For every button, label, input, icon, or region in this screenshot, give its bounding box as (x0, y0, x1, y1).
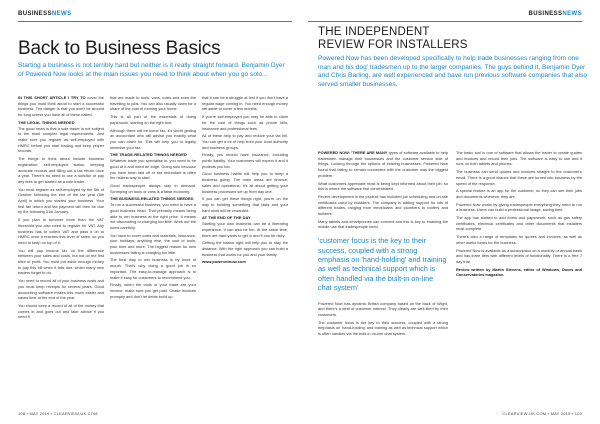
section-business: BUSINESS (18, 11, 52, 17)
column-3 (202, 95, 288, 395)
paragraph: Although there will be some tax, it's worth getting an accountant who will advise you exactly what you can claim for. This will help you to legally minimise your tax. (110, 127, 196, 150)
subhead: THE TRADE-RELATED THINGS NEEDED (110, 152, 187, 158)
section-news: NEWS (562, 11, 582, 17)
lede-cap: IN THIS SHORT ARTICLE I TRY TO (18, 95, 86, 100)
paragraph: What customers appreciate most is being kept informed about their job, so this is where the software first concentrated. (318, 180, 448, 192)
paragraph: Many tablets and smartphones can connect and this is key to enabling the mobile use that tradespeople need. (318, 218, 448, 230)
review-credit: Review written by Martin Stevens, editor of Windows, Doors and Conservatories magazine. (456, 266, 582, 278)
section-tag (529, 11, 582, 17)
section-news: NEWS (51, 11, 72, 17)
paragraph: If you're self-employed you may be able to claim for the cost of things such as phone bills, insurance and professional fees. (202, 114, 288, 131)
lede-rest: types of software available to help tradesmen manage their businesses and the customer service side of things. Looking through the options of existing businesses, Powered Now found that failing to remain connected with the customer was the biggest problem. (318, 150, 448, 178)
paragraph: To run a successful business, you need to have a good business head. That primarily means being able to win business at the right price. It means not discounting or charging too little. Work out the sums carefully. (110, 202, 196, 230)
section-tag (18, 11, 71, 17)
paragraph: that are made to tools, vans, costs and even the travelling to jobs. You can also usually claim for a share of the cost of running your home. (110, 95, 196, 112)
paragraph: You should keep a record of all of the money that comes in and goes out and take advice if you need it. (18, 303, 104, 320)
header-rule (18, 21, 292, 22)
paragraph: You need to record all of your business costs and you must keep receipts for several years. Good accounting software makes this much easier and saves time at the end of the year. (18, 278, 104, 301)
paragraph: Powered Now is available as a subscription on a monthly or annual basis and has three tiers with different levels of functionality. There is a free 7 day trial. (456, 247, 582, 264)
headline-line-2: REVIEW FOR INSTALLERS (318, 38, 468, 51)
subhead: THE BUSINESS-RELATED THINGS NEEDED (110, 196, 194, 202)
paragraph: Whatever trade you specialise in, you need to be good at it and need an edge. Going solo because you have been laid off or are redundant is often the riskiest way to start. (110, 158, 196, 181)
article-standfirst: Starting a business is not terribly hard but neither is it really straight forward. Benjamin Dyer of Powered Now looks at the main issues you need to think about when you go solo... (18, 62, 285, 78)
subhead: THE LEGAL THINGS NEEDED (18, 119, 75, 125)
paragraph: A special feature is an app for the customer, so they can see their jobs and documents wherever they are. (456, 188, 582, 199)
column-1 (18, 95, 104, 395)
paragraph: The things to think about include business registration, self-employed status, keeping accurate records and filling out a tax return once a year. There's no need to use a solicitor or pay any fees to get started as a sole trader. (18, 156, 104, 184)
lede-paragraph (318, 150, 448, 179)
paragraph: Getting the basics right will help you to stay the distance. With the right approach you can build a business that works for you and your family. (202, 240, 288, 257)
paragraph: Good tradespeople always stay in demand. Scrimping on tools or vans is a false economy. (110, 182, 196, 194)
website-link[interactable]: www.powerednow.com (202, 259, 246, 265)
page-footer: 108 ▪ MAY 2019 ▪ CLEARVIEW-UK.COM (18, 411, 98, 416)
paragraph: All of these help to pay and reduce your tax bill. You can get a lot of help from your local authority and business groups. (202, 133, 288, 150)
header-rule (308, 21, 582, 22)
lede-cap: POWERED NOW: 'THERE ARE MANY (318, 150, 388, 155)
paragraph: The best way to win business is by word of mouth. That's why doing a good job is so important. The easy-to-manage approach is to make it easy for customers to recommend you. (110, 257, 196, 280)
lede-paragraph (18, 95, 104, 118)
paragraph: Powered Now has dynamic British company based on the back of Wight, and there's a deal of customer interest. They clearly are well-liked by their customers. (318, 300, 448, 317)
page-footer: CLEARVIEW-UK.COM ▪ MAY 2019 ▪ 109 (502, 411, 582, 416)
column-1 (318, 150, 448, 396)
column-2 (456, 150, 582, 396)
paragraph: There's also a range of templates for quotes and invoices, as well as other useful forms for the business. (456, 234, 582, 245)
review-headline (318, 26, 468, 51)
article-headline: Back to Business Basics (18, 38, 221, 59)
subhead: AT THE END OF THE DAY (202, 215, 251, 221)
paragraph: Starting your own business can be a liberating experience. It can also be fun. At the same time, there are hard yards to get in and it can be risky. (202, 221, 288, 238)
right-page (300, 0, 600, 424)
paragraph: Recent development in the product has included job scheduling and on-site certificates used by installers. The company is adding support for lots of different trades, ranging from electricians and plumbers to roofers and builders. (318, 193, 448, 217)
paragraph: The basic tool is one of software that allows the trader to create quotes and invoices and record their jobs. The software is easy to use and it runs on both tablets and phones. (456, 150, 582, 167)
column-2 (110, 95, 196, 395)
paragraph: The business can send quotes and invoices straight to the customer's email. There is a good chance that these are turned into business by the speed of the response. (456, 169, 582, 186)
paragraph: You have to cover costs and materials, insurance, your holidays, anything else, the cost of tools, your time and more. The biggest reason for new businesses failing is charging too little. (110, 232, 196, 255)
paragraph: Powered Now works by giving tradespeople everything they need to run a business. Users can build a professional image, saving time. (456, 201, 582, 213)
paragraph: Good business habits will help you to keep a business going. The main areas are finance, sales and operations. It's all about getting your business processes set up from day one. (202, 171, 288, 194)
section-business: BUSINESS (528, 11, 563, 17)
paragraph: You will pay income tax on the difference between your sales and costs, but not on the first slice of profit. You must put aside enough money to pay this bill when it falls due, which many new traders forget to do. (18, 247, 104, 276)
lede-rest: cover the things you must think about to start a successful business. The danger is that you won't be around for long unless you have all of these nailed. (18, 95, 104, 118)
paragraph: Finally, you should have insurance, including public liability. Your customers will expect it and it protects you too. (202, 152, 288, 169)
paragraph: This is all part of the essentials of doing paperwork, starting on the right foot. (110, 114, 196, 125)
paragraph: The good news is that a sole trader is not subject to the most complex legal requirements. Just make sure you register as self-employed with HMRC before you start trading and keep proper records. (18, 125, 104, 154)
headline-line-1: THE INDEPENDENT (318, 26, 430, 38)
paragraph: that it can be a struggle at first if you don't have a regular wage coming in. You need enough money set aside to cover a few months. (202, 95, 288, 112)
paragraph: If you can get these things right, you're on the way to building something that lasts and your hard work will be rewarded. (202, 196, 288, 213)
paragraph: Finally, when the tools of your trade are your income, make sure you get paid. Chase invoices promptly and don't let debts build up. (110, 282, 196, 299)
paragraph: If you plan to turnover more than the VAT threshold you also need to register for VAT. Any business has to collect VAT and pass it on to HMRC once it reaches this level of sales, so you need to keep on top of it. (18, 217, 104, 245)
paragraph: The customer focus is the key to their success, coupled with a strong emphasis on 'hand-holding' and training as well as technical support which is often handled via the built-in on-line chat system. (318, 319, 448, 337)
pull-quote: 'customer focus is the key to their success, coupled with a strong emphasis on 'hand-holding' and training as well as technical support which is often handled via the built-in on-line chat system' (318, 236, 447, 293)
review-standfirst: Powered Now has been developed specifically to help trade businesses ranging from one man and his dog' tradesmen up to the larger companies. The guys behind it, Benjamin Dyer and Chris Barling, are well experienced and have run previous software companies that also served smaller businesses. (318, 55, 588, 88)
paragraph: The app has started to add forms and paperwork, such as gas safety certificates, electrical certificates and other documents that installers must complete. (456, 215, 582, 232)
paragraph: You must register as self-employed by the 5th of October following the end of the tax year (5th April) in which you started your business. Your first tax return and tax payment will then be due by the following 31st January. (18, 186, 104, 215)
